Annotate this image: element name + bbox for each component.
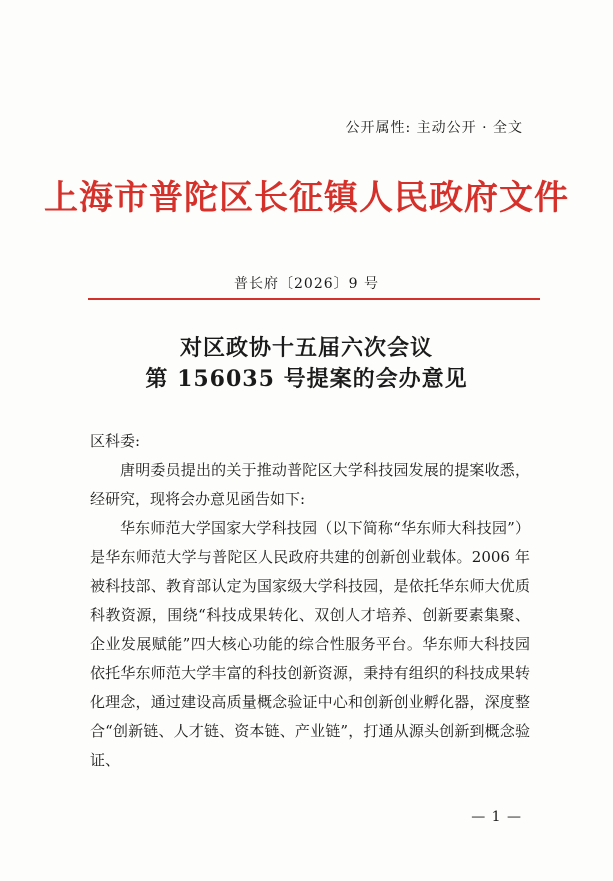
red-divider-line — [88, 298, 540, 300]
page-number: — 1 — — [471, 809, 522, 825]
issuer-title: 上海市普陀区长征镇人民政府文件 — [44, 178, 569, 218]
document-subject — [0, 333, 613, 395]
disclosure-attribute: 公开属性: 主动公开 · 全文 — [345, 120, 523, 136]
body-paragraph: 唐明委员提出的关于推动普陀区大学科技园发展的提案收悉，经研究，现将会办意见函告如下: — [90, 461, 530, 508]
subject-line-1: 对区政协十五届六次会议 — [179, 335, 433, 361]
body-paragraph: 华东师范大学国家大学科技园（以下简称“华东师大科技园”）是华东师范大学与普陀区人民政府共建的创新创业载体。2006 年被科技部、教育部认定为国家级大学科技园，是依托华东师大优质科教资源，围绕“科技成果转化、双创人才培养、创新要素集聚、企业发展赋能”四大核心功能的综合性服务平台。华东师大科技园依托华东师范大学丰富的科技创新资源，秉持有组织的科技成果转化理念，通过建设高质量概念验证中心和创新创业孵化器，深度整合“创新链、人才链、资本链、产业链”，打通从源头创新到概念验证、 — [90, 519, 530, 769]
salutation: 区科委: — [90, 432, 141, 450]
document-number: 普长府〔2026〕9 号 — [234, 276, 379, 292]
document-body — [90, 427, 530, 775]
subject-line-2: 第 156035 号提案的会办意见 — [145, 366, 468, 392]
